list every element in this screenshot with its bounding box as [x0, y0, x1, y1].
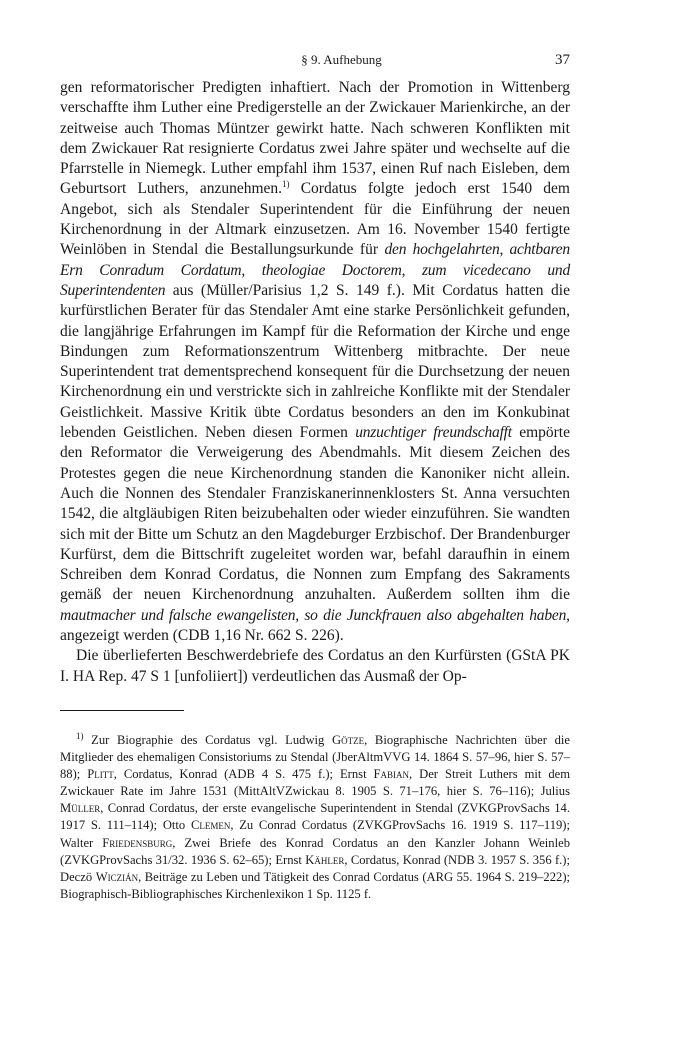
author-name: Clemen [190, 818, 231, 833]
author-name: Fabian [373, 767, 410, 782]
footnote-text: , Cordatus, Konrad (ADB 4 S. 475 f.); Ernst [113, 767, 374, 782]
running-head [60, 52, 570, 69]
footnote-text: , Der Streit Luthers mit dem Zwickauer Rate im Jahre 1531 (MittAltVZwickau 8. 1905 S. 71–176, hier S. 76–116); Julius [60, 767, 571, 799]
author-name: Wiczián [95, 869, 139, 884]
text-run: Cordatus folgte jedoch erst 1540 dem Angebot, sich als Stendaler Superintendent für die Einführung der neuen Kirchenordnung in der Altmark einzusetzen. Am 16. November 1540 fertigte Weinlöben in Stendal die Bestallungsurkunde für [60, 180, 570, 259]
footnote-text: , Cordatus, Konrad (NDB 3. 1957 S. 356 f.); Deczö [60, 852, 570, 884]
text-run: , angezeigt werden (CDB 1,16 Nr. 662 S. 226). [60, 606, 570, 645]
author-name: Müller [60, 801, 101, 816]
footnote-marker: 1) [76, 730, 84, 741]
footnote-text: , Conrad Cordatus, der erste evangelische Superintendent in Stendal (ZVKGProvSachs 14. 1917 S. 111–114); Otto [60, 801, 570, 833]
paragraph [60, 78, 570, 646]
footnote [60, 732, 570, 903]
main-text [60, 78, 570, 687]
footnotes [60, 732, 570, 903]
text-run: gen reformatorischer Predigten inhaftiert. Nach der Promotion in Wittenberg verschaffte ihm Luther eine Predigerstelle an der Zwickauer Marienkirche, an der zeitweise auch Thomas Müntzer gewirkt hatte. Nach schweren Konflikten mit dem Zwickauer Rat resignierte Cordatus zwei Jahre später und wechselte auf die Pfarrstelle in Niemegk. Luther empfahl ihm 1537, einen Ruf nach Eisleben, dem Geburtsort Luthers, anzunehmen. [60, 79, 570, 198]
author-name: Götze [332, 733, 365, 747]
author-name: Plitt [87, 767, 114, 782]
page-number: 37 [555, 52, 570, 68]
running-title: § 9. Aufhebung [301, 52, 382, 67]
footnote-text: , Beiträge zu Leben und Tätigkeit des Conrad Cordatus (ARG 55. 1964 S. 219–222); Biographisch-Bibliographisches Kirchenlexikon 1 Sp. 1125 f. [60, 869, 571, 901]
text-run: empörte den Reformator die Verweigerung des Abendmahls. Mit diesem Zeichen des Protestes gegen die neue Kirchenordnung standen die Kanoniker nicht allein. Auch die Nonnen des Stendaler Franziskanerinnenklosters St. Anna versuchten 1542, die altgläubigen Riten beizubehalten oder wieder einzuführen. Sie wandten sich mit der Bitte um Schutz an den Magdeburger Erzbischof. Der Brandenburger Kurfürst, dem die Bittschrift zugeleitet worden war, befahl daraufhin in einem Schreiben dem Konrad Cordatus, die Nonnen zum Empfang des Sakraments gemäß der neuen Kirchenordnung anzuhalten. Außerdem sollten ihm die [60, 424, 570, 604]
footnote-text: , Biographische Nachrichten über die Mitglieder des ehemaligen Consistoriums zu Stendal (JberAltmVVG 14. 1864 S. 57–96, hier S. 57–88); [60, 733, 570, 782]
source-quotation: unzuchtiger freundschafft [355, 424, 512, 442]
footnote-divider [60, 710, 184, 711]
author-name: Friedensburg [102, 835, 173, 850]
footnote-text: , Zu Conrad Cordatus (ZVKGProvSachs 16. 1919 S. 117–119); Walter [60, 818, 570, 850]
source-quotation: den hochgelahrten, achtbaren Ern Conradum Cordatum, theologiae Doctorem, zum vicedecano und Superintendenten [60, 241, 570, 299]
footnote-text: , Zwei Briefe des Konrad Cordatus an den Kanzler Johann Weinleb (ZVKGProvSachs 31/32. 1936 S. 62–65); Ernst [60, 835, 570, 867]
author-name: Kähler [305, 852, 345, 867]
text-run: aus (Müller/Parisius 1,2 S. 149 f.). Mit Cordatus hatten die kurfürstlichen Berater für das Stendaler Amt eine starke Persönlichkeit gefunden, die langjährige Erfahrungen im Kampf für die Reformation der Kirche und enge Bindungen zum Reformationszentrum Wittenberg mitbrachte. Der neue Superintendent trat dementsprechend konsequent für die Durchsetzung der neuen Kirchenordnung ein und verstrickte sich in zahlreiche Konflikte mit der Stendaler Geistlichkeit. Massive Kritik übte Cordatus besonders an den im Konkubinat lebenden Geistlichen. Neben diesen Formen [60, 281, 570, 442]
footnote-reference: 1) [282, 179, 290, 190]
footnote-text: Zur Biographie des Cordatus vgl. Ludwig [83, 733, 333, 747]
source-quotation: mautmacher und falsche ewangelisten, so die Junckfrauen also abgehalten haben [60, 606, 567, 624]
paragraph: Die überlieferten Beschwerdebriefe des Cordatus an den Kurfürsten (GStA PK I. HA Rep. 47 S 1 [unfoliiert]) verdeutlichen das Ausmaß der Op- [60, 647, 570, 685]
